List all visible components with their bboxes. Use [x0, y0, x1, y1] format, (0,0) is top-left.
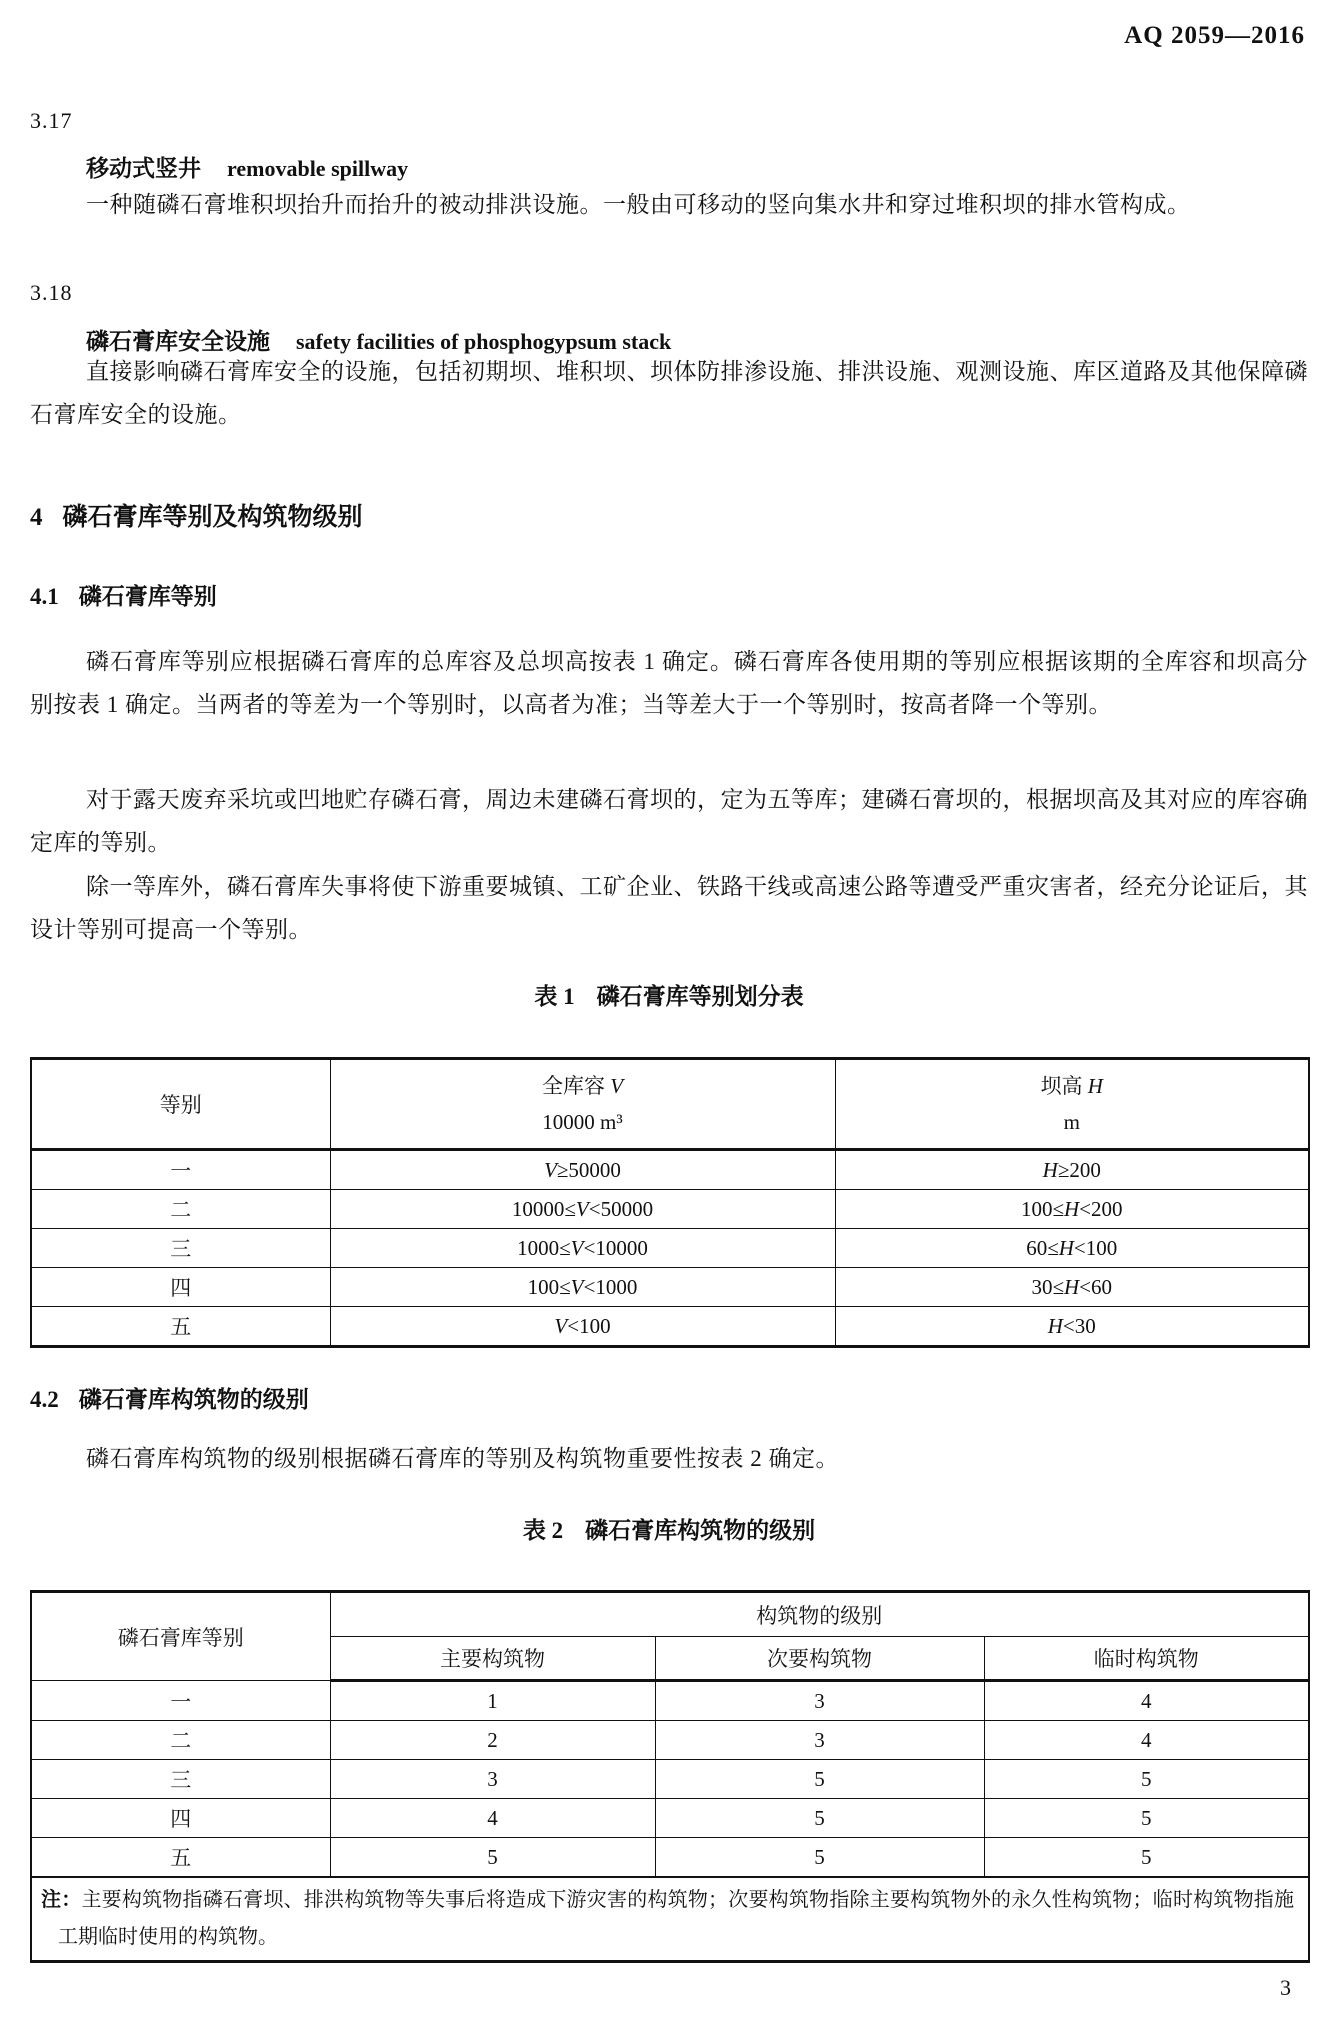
cell-grade: 三: [31, 1229, 330, 1268]
table-2-title: 磷石膏库构筑物的级别: [585, 1518, 816, 1543]
paragraph-4-1-b: 对于露天废弃采坑或凹地贮存磷石膏，周边未建磷石膏坝的，定为五等库；建磷石膏坝的，根据坝高及其对应的库容确定库的等别。: [30, 787, 1308, 855]
header-height-unit: m: [1063, 1110, 1080, 1134]
table-2-label: 表 2: [522, 1518, 564, 1543]
term-en-label: removable spillway: [227, 156, 409, 181]
cell-main: 3: [330, 1760, 655, 1799]
table-row: [31, 1268, 1309, 1307]
chapter-title: 磷石膏库等别及构筑物级别: [62, 504, 363, 531]
cell-main: 2: [330, 1721, 655, 1760]
table-note-cell: [31, 1877, 1309, 1962]
table-2-note-row: [31, 1877, 1309, 1962]
cell-grade: 五: [31, 1307, 330, 1347]
cell-temporary: 4: [984, 1681, 1309, 1721]
table-row: [31, 1681, 1309, 1721]
table-2-group-header-row: [31, 1592, 1309, 1637]
chapter-number: 4: [30, 504, 43, 531]
table-row: [31, 1229, 1309, 1268]
header-structure-level-group: 构筑物的级别: [330, 1592, 1309, 1637]
note-text: 主要构筑物指磷石膏坝、排洪构筑物等失事后将造成下游灾害的构筑物；次要构筑物指除主要构筑物外的永久性构筑物；临时构筑物指施工期临时使用的构筑物。: [58, 1889, 1295, 1948]
standard-code: AQ 2059—2016: [1124, 22, 1305, 49]
cell-volume: 1000≤V<10000: [330, 1229, 835, 1268]
cell-grade: 二: [31, 1721, 330, 1760]
note-label: 注：: [41, 1889, 82, 1911]
cell-height: 100≤H<200: [835, 1190, 1309, 1229]
paragraph-4-1-c: 除一等库外，磷石膏库失事将使下游重要城镇、工矿企业、铁路干线或高速公路等遭受严重灾害者，经充分论证后，其设计等别可提高一个等别。: [30, 874, 1308, 942]
cell-grade: 四: [31, 1268, 330, 1307]
page-number: 3: [1280, 1975, 1291, 2000]
header-volume-unit: 10000 m³: [542, 1110, 623, 1134]
section-title: 磷石膏库等别: [78, 584, 217, 609]
header-main-structures: 主要构筑物: [330, 1637, 655, 1681]
term-en-label: safety facilities of phosphogypsum stack: [296, 329, 672, 354]
section-4-1-heading: [30, 578, 217, 611]
table-1-title: 磷石膏库等别划分表: [596, 984, 804, 1009]
cell-secondary: 5: [655, 1760, 984, 1799]
table-row: [31, 1838, 1309, 1878]
cell-main: 1: [330, 1681, 655, 1721]
table-1-header-row: [31, 1059, 1309, 1150]
cell-secondary: 5: [655, 1799, 984, 1838]
definition-3-17: 一种随磷石膏堆积坝抬升而抬升的被动排洪设施。一般由可移动的竖向集水井和穿过堆积坝的排水管构成。: [86, 192, 1191, 217]
definition-3-18: 直接影响磷石膏库安全的设施，包括初期坝、堆积坝、坝体防排渗设施、排洪设施、观测设施、库区道路及其他保障磷石膏库安全的设施。: [30, 359, 1308, 427]
clause-number-3-18: 3.18: [30, 280, 73, 305]
cell-temporary: 4: [984, 1721, 1309, 1760]
cell-volume: 100≤V<1000: [330, 1268, 835, 1307]
cell-height: H≥200: [835, 1150, 1309, 1190]
cell-temporary: 5: [984, 1760, 1309, 1799]
cell-grade: 四: [31, 1799, 330, 1838]
cell-grade: 二: [31, 1190, 330, 1229]
section-number: 4.2: [30, 1387, 59, 1412]
table-row: [31, 1721, 1309, 1760]
term-zh-label: 磷石膏库安全设施: [86, 329, 270, 354]
cell-main: 5: [330, 1838, 655, 1878]
header-secondary-structures: 次要构筑物: [655, 1637, 984, 1681]
table-grade-classification: [30, 1057, 1310, 1348]
table-note: [32, 1878, 1308, 1960]
cell-height: 30≤H<60: [835, 1268, 1309, 1307]
table-row: [31, 1799, 1309, 1838]
table-structure-levels: [30, 1590, 1310, 1963]
chapter-4-heading: [30, 497, 363, 533]
cell-grade: 一: [31, 1150, 330, 1190]
header-dam-height: [835, 1059, 1309, 1150]
header-volume-symbol: 全库容 V: [541, 1074, 624, 1098]
cell-volume: V≥50000: [330, 1150, 835, 1190]
cell-height: 60≤H<100: [835, 1229, 1309, 1268]
cell-main: 4: [330, 1799, 655, 1838]
table-row: [31, 1307, 1309, 1347]
cell-temporary: 5: [984, 1838, 1309, 1878]
table-1-label: 表 1: [534, 984, 575, 1009]
section-4-2-heading: [30, 1381, 309, 1414]
section-number: 4.1: [30, 584, 59, 609]
cell-grade: 一: [31, 1681, 330, 1721]
clause-number-3-17: 3.17: [30, 108, 73, 133]
term-heading-removable-spillway: [86, 150, 408, 183]
table-row: [31, 1760, 1309, 1799]
cell-secondary: 3: [655, 1681, 984, 1721]
cell-height: H<30: [835, 1307, 1309, 1347]
header-grade: 等别: [31, 1059, 330, 1150]
cell-grade: 三: [31, 1760, 330, 1799]
table-2-caption: [30, 1512, 1308, 1545]
cell-secondary: 5: [655, 1838, 984, 1878]
cell-grade: 五: [31, 1838, 330, 1878]
paragraph-4-1-a: 磷石膏库等别应根据磷石膏库的总库容及总坝高按表 1 确定。磷石膏库各使用期的等别应根据该期的全库容和坝高分别按表 1 确定。当两者的等差为一个等别时，以高者为准；当等差大于一个等别时，按高者降一个等别。: [30, 649, 1308, 717]
table-row: [31, 1190, 1309, 1229]
section-title: 磷石膏库构筑物的级别: [78, 1387, 309, 1412]
header-volume: [330, 1059, 835, 1150]
paragraph-4-2-a: 磷石膏库构筑物的级别根据磷石膏库的等别及构筑物重要性按表 2 确定。: [86, 1446, 839, 1471]
cell-volume: V<100: [330, 1307, 835, 1347]
term-zh-label: 移动式竖井: [86, 156, 201, 181]
cell-temporary: 5: [984, 1799, 1309, 1838]
table-row: [31, 1150, 1309, 1190]
header-temporary-structures: 临时构筑物: [984, 1637, 1309, 1681]
table-1-caption: [30, 978, 1308, 1011]
cell-secondary: 3: [655, 1721, 984, 1760]
header-stack-grade: 磷石膏库等别: [31, 1592, 330, 1681]
header-height-symbol: 坝高 H: [1040, 1074, 1103, 1098]
cell-volume: 10000≤V<50000: [330, 1190, 835, 1229]
